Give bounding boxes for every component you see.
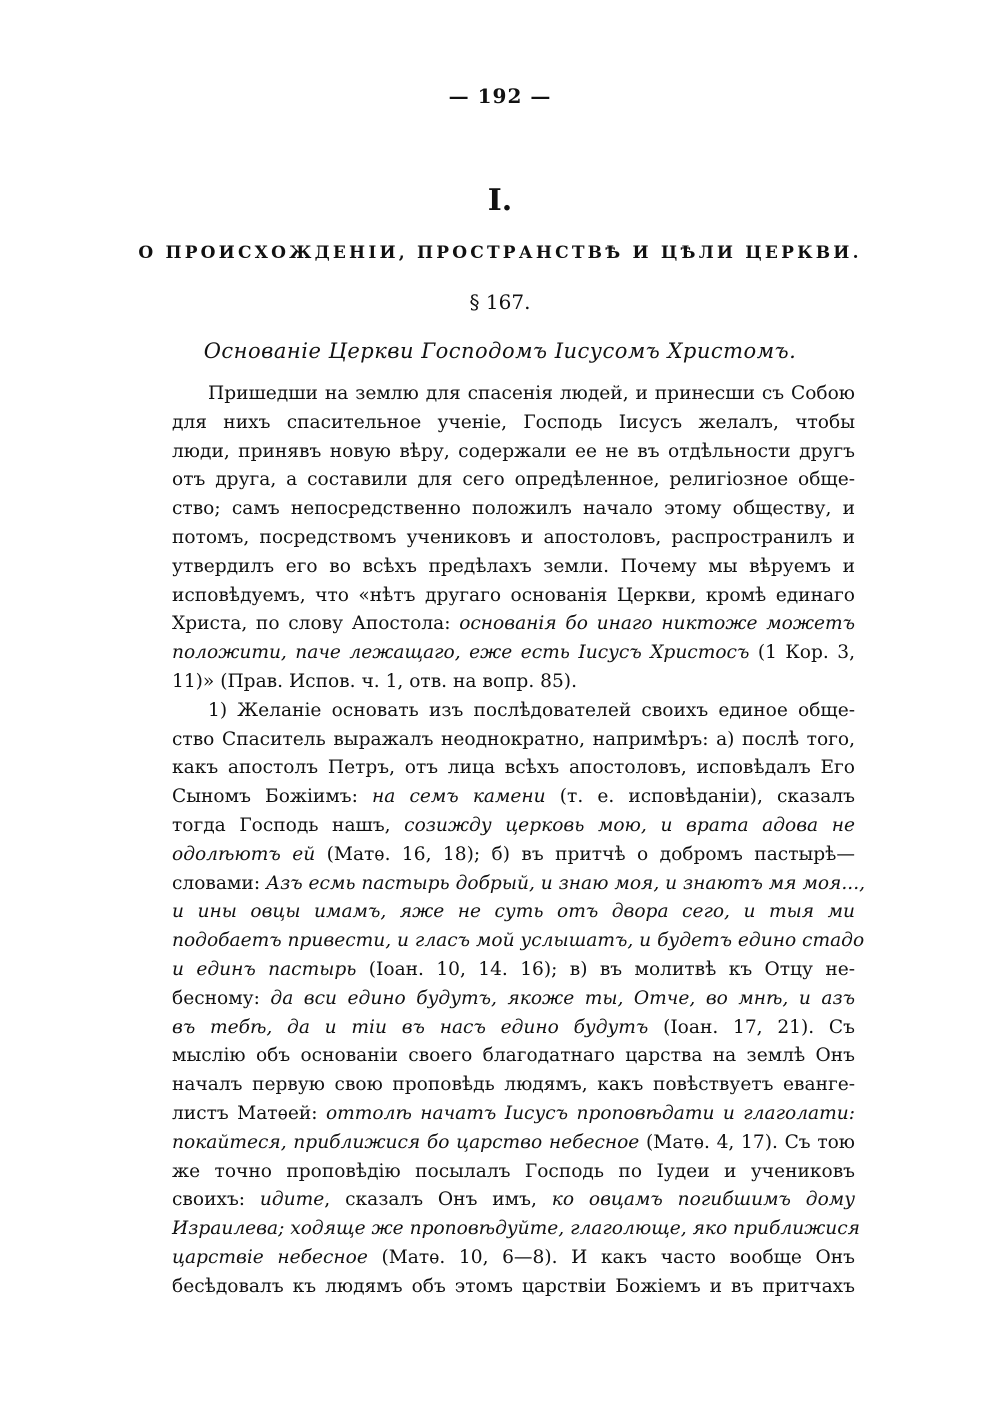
text-line	[172, 956, 855, 985]
text-line	[172, 610, 855, 639]
text-run: Сыномъ Божіимъ:	[172, 786, 373, 808]
text-line	[172, 438, 855, 467]
italic-text: одолѣютъ ей	[172, 843, 316, 865]
text-line	[172, 380, 855, 409]
text-run: какъ апостолъ Петръ, отъ лица всѣхъ апостоловъ, исповѣдалъ Его	[172, 757, 855, 779]
text-line	[172, 553, 855, 582]
text-run: мыслію объ основаніи своего благодатнаго царства на землѣ Онъ	[172, 1045, 855, 1067]
text-run: потомъ, посредствомъ учениковъ и апостоловъ, распространилъ и	[172, 526, 855, 548]
text-line	[172, 1100, 855, 1129]
text-run: ство Спаситель выражалъ неоднократно, напримѣръ: а) послѣ того,	[172, 728, 855, 750]
text-run: же точно проповѣдію посылалъ Господь по Іудеи и учениковъ	[172, 1160, 855, 1182]
italic-text: и единъ пастырь	[172, 958, 357, 980]
text-run: листъ Матѳей:	[172, 1102, 326, 1124]
chapter-numeral: I.	[487, 183, 513, 218]
italic-text: ко овцамъ погибшимъ дому	[551, 1189, 855, 1211]
text-run: 1) Желаніе основать изъ послѣдователей своихъ единое обще-	[208, 699, 855, 721]
text-line	[172, 495, 855, 524]
text-line	[172, 1158, 855, 1187]
text-run: (Матѳ. 4, 17). Съ тою	[639, 1131, 855, 1153]
text-run: ство; самъ непосредственно положилъ начало этому обществу, и	[172, 498, 855, 520]
italic-text: на семъ камени	[372, 786, 546, 808]
text-line	[172, 985, 855, 1014]
text-run: 11)» (Прав. Испов. ч. 1, отв. на вопр. 85).	[172, 670, 577, 692]
text-line	[172, 812, 855, 841]
italic-text: покайтеся, приближися бо царство небесное	[172, 1131, 640, 1153]
text-line	[172, 1042, 855, 1071]
text-run: (1 Кор. 3,	[749, 642, 855, 664]
body-text	[172, 380, 866, 1302]
text-run: Христа, по слову Апостола:	[172, 613, 460, 635]
italic-text: Азъ есмь пастырь добрый, и знаю моя, и знаютъ мя моя...,	[266, 872, 866, 894]
text-run: , сказалъ Онъ имъ,	[324, 1189, 552, 1211]
italic-text: созижду церковь мою, и врата адова не	[404, 814, 855, 836]
text-run: (Матѳ. 10, 6—8). И какъ часто вообще Онъ	[367, 1246, 855, 1268]
italic-text: оттолѣ начатъ Іисусъ проповѣдати и глаголати:	[325, 1102, 855, 1124]
italic-text: подобаетъ привести, и гласъ мой услышатъ, и будетъ едино стадо	[172, 930, 865, 952]
text-run: (Іоан. 10, 14. 16); в) въ молитвѣ къ Отцу не-	[356, 958, 856, 980]
text-line	[172, 870, 866, 899]
text-line	[172, 466, 855, 495]
text-run: тогда Господь нашъ,	[172, 814, 405, 836]
text-line	[172, 783, 855, 812]
section-title: Основаніе Церкви Господомъ Іисусомъ Христомъ.	[203, 339, 797, 363]
italic-text: въ тебѣ, да и тіи въ насъ едино будутъ	[172, 1016, 649, 1038]
text-run: исповѣдуемъ, что «нѣтъ другаго основанія Церкви, кромѣ единаго	[172, 584, 855, 606]
text-line	[172, 1014, 855, 1043]
text-run: началъ первую свою проповѣдь людямъ, какъ повѣствуетъ еванге-	[172, 1074, 855, 1096]
text-line	[172, 1186, 855, 1215]
italic-text: Израилева; ходяще же проповѣдуйте, глаголюще, яко приближися	[172, 1218, 860, 1240]
italic-text: идите	[259, 1189, 325, 1211]
text-run: словами:	[172, 872, 267, 894]
text-line	[172, 668, 855, 697]
page-number: — 192 —	[448, 84, 552, 108]
text-line	[172, 1244, 855, 1273]
text-line	[172, 841, 855, 870]
text-line	[172, 582, 855, 611]
text-line	[172, 639, 855, 668]
text-line	[172, 927, 865, 956]
text-line	[172, 409, 855, 438]
text-run: для нихъ спасительное ученіе, Господь Іисусъ желалъ, чтобы	[172, 411, 855, 433]
text-run: бесному:	[172, 987, 271, 1009]
italic-text: положити, паче лежащаго, еже есть Іисусъ Христосъ	[172, 642, 750, 664]
text-line	[172, 1215, 860, 1244]
text-line	[172, 1273, 855, 1302]
text-run: люди, принявъ новую вѣру, содержали ее не въ отдѣльности другъ	[172, 440, 855, 462]
text-run: бесѣдовалъ къ людямъ объ этомъ царствіи Божіемъ и въ притчахъ	[172, 1275, 855, 1297]
text-line	[172, 1129, 855, 1158]
italic-text: основанія бо инаго никтоже можетъ	[459, 613, 855, 635]
text-line	[172, 697, 855, 726]
chapter-title: О ПРОИСХОЖДЕНІИ, ПРОСТРАНСТВѢ И ЦѢЛИ ЦЕРКВИ.	[138, 243, 862, 263]
text-run: Пришедши на землю для спасенія людей, и принесши съ Собою	[208, 383, 855, 404]
text-line	[172, 898, 855, 927]
text-line	[172, 524, 855, 553]
text-run: (Іоан. 17, 21). Съ	[648, 1016, 855, 1038]
text-run: (т. е. исповѣданіи), сказалъ	[545, 786, 855, 808]
text-run: утвердилъ его во всѣхъ предѣлахъ земли. Почему мы вѣруемъ и	[172, 555, 855, 577]
italic-text: и ины овцы имамъ, яже не суть отъ двора сего, и тыя ми	[172, 901, 855, 923]
italic-text: царствіе небесное	[172, 1246, 368, 1268]
text-line	[172, 754, 855, 783]
section-number: § 167.	[469, 290, 531, 314]
text-run: (Матѳ. 16, 18); б) въ притчѣ о добромъ пастырѣ—	[315, 843, 855, 865]
text-run: своихъ:	[172, 1189, 260, 1211]
text-run: отъ друга, а составили для сего опредѣленное, религіозное обще-	[172, 469, 855, 491]
text-line	[172, 726, 855, 755]
italic-text: да вси едино будутъ, якоже ты, Отче, во мнѣ, и азъ	[270, 987, 855, 1009]
text-line	[172, 1071, 855, 1100]
